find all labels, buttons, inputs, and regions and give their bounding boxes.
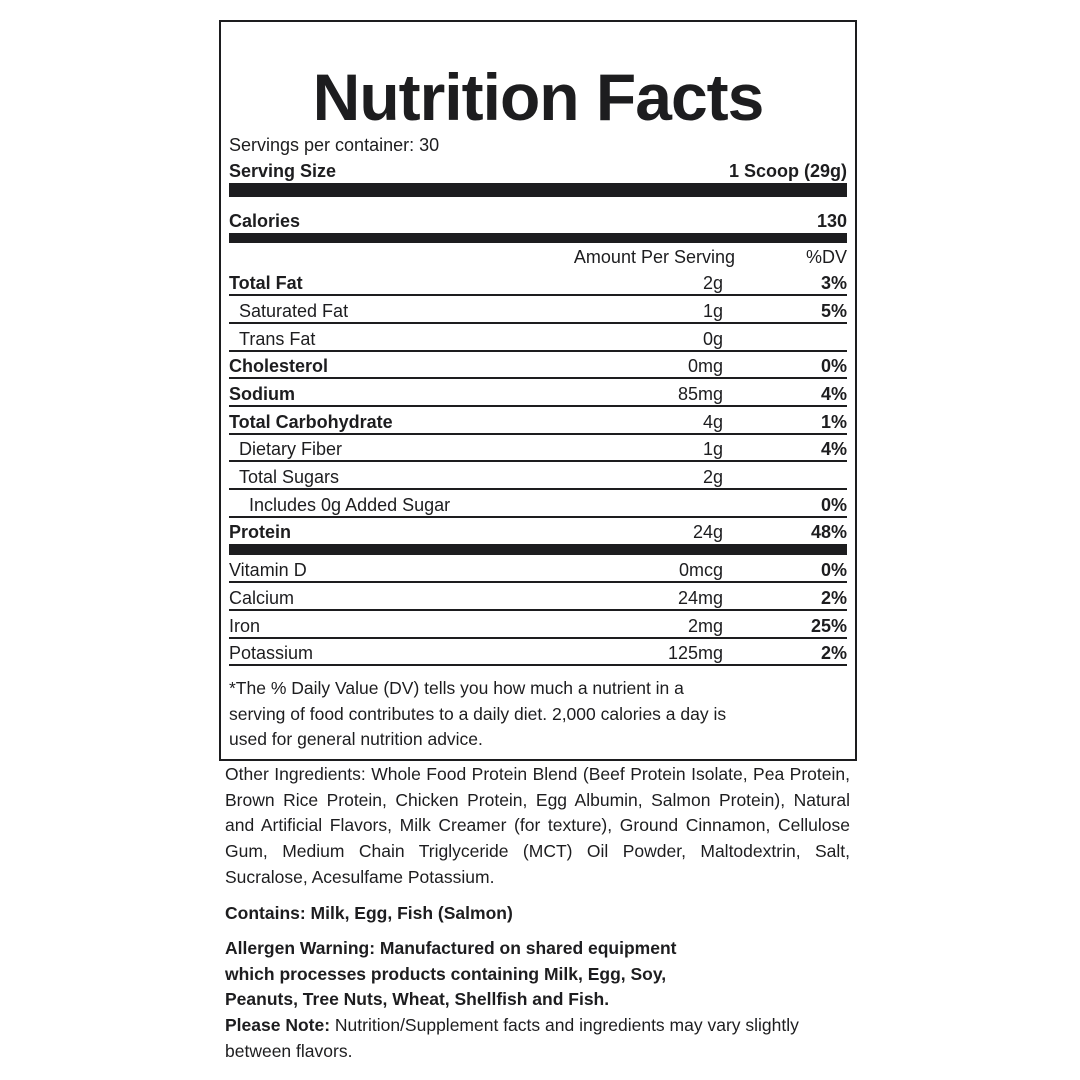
nutrient-row-saturated-fat: [229, 298, 847, 324]
nutrient-amount: 1g: [702, 439, 723, 459]
nutrient-name: Protein: [229, 522, 292, 542]
nutrition-facts-panel: [219, 20, 857, 761]
vitamin-dv: 2%: [820, 643, 847, 663]
serving-size-value: 1 Scoop (29g): [728, 161, 847, 181]
protein-thick-divider: [229, 544, 847, 555]
other-ingredients: Other Ingredients: Whole Food Protein Blend (Beef Protein Isolate, Pea Protein, Brown Rice Protein, Chicken Protein, Egg Albumin, Salmon Protein), Natural and Artificial Flavors, Milk Creamer (for texture), Ground Cinnamon, Cellulose Gum, Medium Chain Triglyceride (MCT) Oil Powder, Maltodextrin, Salt, Sucralose, Acesulfame Potassium.: [225, 764, 850, 887]
nutrient-amount: 1g: [702, 301, 723, 321]
nutrient-dv: 0%: [820, 495, 847, 515]
dv-header: %DV: [805, 247, 847, 267]
nutrient-name: Sodium: [229, 384, 295, 404]
nutrient-dv: 48%: [810, 522, 847, 542]
nutrient-amount: 85mg: [677, 384, 723, 404]
vitamin-row-calcium: [229, 585, 847, 611]
nutrient-name: Total Carbohydrate: [229, 412, 393, 432]
row-divider: [229, 637, 847, 639]
vitamin-dv: 0%: [820, 560, 847, 580]
row-divider: [229, 377, 847, 379]
vitamin-row-vitamin-d: [229, 557, 847, 583]
thick-divider: [229, 183, 847, 197]
allergen-line: which processes products containing Milk, Egg, Soy,: [225, 963, 667, 984]
allergen-line: Allergen Warning: Manufactured on shared equipment: [225, 938, 677, 958]
servings-per-container: Servings per container: 30: [229, 135, 440, 155]
nutrient-row-added-sugar: [229, 492, 847, 518]
nutrient-name: Total Fat: [229, 273, 303, 293]
nutrient-amount: 0mg: [687, 356, 723, 376]
nutrient-name: Dietary Fiber: [239, 439, 343, 459]
calories-label: Calories: [229, 211, 301, 231]
medium-divider: [229, 233, 847, 243]
nutrient-row-total-sugars: [229, 464, 847, 490]
nutrient-amount: 24g: [692, 522, 723, 542]
nutrient-dv: 4%: [820, 439, 847, 459]
nutrient-row-cholesterol: [229, 353, 847, 379]
nutrient-name: Cholesterol: [229, 356, 329, 376]
nutrient-amount: 0g: [702, 329, 723, 349]
nutrient-row-total-carbohydrate: [229, 409, 847, 435]
vitamin-amount: 0mcg: [678, 560, 723, 580]
serving-size-label: Serving Size: [229, 161, 337, 181]
nutrient-name: Total Sugars: [239, 467, 340, 487]
vitamin-dv: 2%: [820, 588, 847, 608]
nutrient-row-protein: [229, 519, 847, 545]
nutrient-row-dietary-fiber: [229, 436, 847, 462]
nutrient-amount: 2g: [702, 467, 723, 487]
nutrient-name: Trans Fat: [239, 329, 316, 349]
nutrient-dv: 1%: [820, 412, 847, 432]
row-divider: [229, 664, 847, 666]
please-note-text: Nutrition/Supplement facts and ingredients may vary slightly between flavors.: [225, 1015, 799, 1061]
row-divider: [229, 294, 847, 296]
label-title: Nutrition Facts: [312, 60, 764, 134]
vitamin-name: Potassium: [229, 643, 314, 663]
vitamin-amount: 2mg: [687, 616, 723, 636]
row-divider: [229, 350, 847, 352]
allergen-warning: [225, 936, 850, 1013]
please-note: [225, 1013, 850, 1064]
allergen-line: Peanuts, Tree Nuts, Wheat, Shellfish and Fish.: [225, 989, 610, 1010]
vitamin-name: Vitamin D: [229, 560, 307, 580]
vitamin-row-potassium: [229, 640, 847, 666]
nutrient-row-total-fat: [229, 270, 847, 296]
nutrient-dv: 5%: [820, 301, 847, 321]
please-note-label: Please Note:: [225, 1015, 331, 1035]
vitamin-name: Iron: [229, 616, 261, 636]
row-divider: [229, 322, 847, 324]
vitamin-dv: 25%: [810, 616, 847, 636]
row-divider: [229, 609, 847, 611]
vitamin-amount: 125mg: [667, 643, 723, 663]
vitamin-row-iron: [229, 613, 847, 639]
row-divider: [229, 488, 847, 490]
nutrient-name: Saturated Fat: [239, 301, 349, 321]
nutrient-dv: 3%: [820, 273, 847, 293]
vitamin-name: Calcium: [229, 588, 295, 608]
row-divider: [229, 405, 847, 407]
row-divider: [229, 581, 847, 583]
nutrient-row-trans-fat: [229, 326, 847, 352]
vitamin-amount: 24mg: [677, 588, 723, 608]
contains-statement: Contains: Milk, Egg, Fish (Salmon): [225, 903, 513, 923]
nutrient-dv: 4%: [820, 384, 847, 404]
nutrient-name: Includes 0g Added Sugar: [249, 495, 451, 515]
daily-value-footnote: *The % Daily Value (DV) tells you how much a nutrient in a serving of food contributes to a daily diet. 2,000 calories a day is used for general nutrition advice.: [229, 678, 727, 749]
nutrient-amount: 2g: [702, 273, 723, 293]
calories-value: 130: [816, 211, 847, 231]
row-divider: [229, 460, 847, 462]
row-divider: [229, 433, 847, 435]
nutrient-dv: 0%: [820, 356, 847, 376]
nutrient-row-sodium: [229, 381, 847, 407]
row-divider: [229, 516, 847, 518]
amount-per-serving-header: Amount Per Serving: [573, 247, 735, 267]
nutrient-amount: 4g: [702, 412, 723, 432]
